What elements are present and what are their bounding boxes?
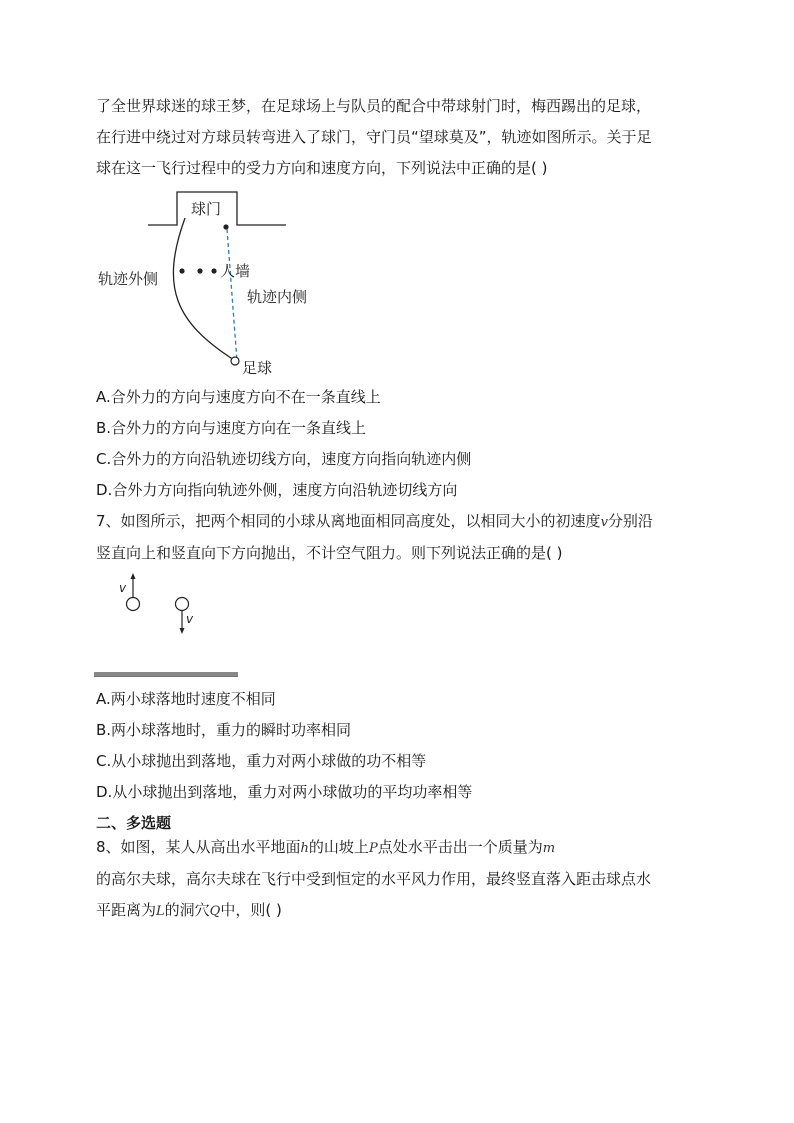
q8-text: 8、如图，某人从高出水平地面 (96, 838, 301, 856)
q7-option-a: A.两小球落地时速度不相同 (96, 690, 276, 708)
wall-dot (179, 268, 184, 273)
q6-stem-line-3: 球在这一飞行过程中的受力方向和速度方向，下列说法中正确的是( ) (96, 159, 548, 177)
q6-option-d: D.合外力方向指向轨迹外侧，速度方向沿轨迹切线方向 (96, 481, 458, 499)
q8-text: 的山坡上 (308, 838, 369, 856)
q8-line-1 (96, 836, 555, 860)
ball-trajectory-curve (173, 218, 234, 360)
q8-text: 中，则( ) (220, 901, 282, 919)
q8-Q-symbol: Q (209, 904, 221, 919)
v-down-label: v (186, 612, 194, 626)
goal-label: 球门 (191, 200, 222, 218)
q8-line-3 (96, 899, 282, 923)
ball-up-icon (127, 598, 140, 611)
q7-stem-line-2: 竖直向上和竖直向下方向抛出，不计空气阻力。则下列说法正确的是( ) (96, 544, 563, 562)
q6-option-b: B.合外力的方向与速度方向在一条直线上 (96, 419, 367, 437)
outer-side-label: 轨迹外侧 (98, 270, 159, 288)
q7-stem-part-a: 7、如图所示，把两个相同的小球从离地面相同高度处，以相同大小的初速度 (96, 512, 601, 530)
q7-velocity-symbol: v (600, 515, 608, 530)
ball-down-icon (176, 598, 189, 611)
wall-dot (197, 268, 202, 273)
q8-h-symbol: h (300, 841, 309, 856)
q7-stem-part-b: 分别沿 (607, 512, 653, 530)
inner-side-label: 轨迹内侧 (247, 288, 308, 306)
wall-label: 人墙 (220, 262, 251, 280)
q7-balls-figure (90, 568, 250, 683)
q8-line-2: 的高尔夫球，高尔夫球在飞行中受到恒定的水平风力作用，最终竖直落入距击球点水 (96, 870, 652, 888)
q6-option-a: A.合外力的方向与速度方向不在一条直线上 (96, 388, 381, 406)
goal-dot (223, 224, 228, 229)
q6-trajectory-figure (90, 182, 340, 380)
q8-p-symbol: P (368, 841, 378, 856)
q6-stem-line-2: 在行进中绕过对方球员转弯进入了球门，守门员“望球莫及”，轨迹如图所示。关于足 (96, 128, 652, 146)
ground-hatch (94, 672, 238, 676)
q8-m-symbol: m (542, 841, 556, 856)
q8-text: 的洞穴 (164, 901, 210, 919)
ball-label: 足球 (242, 359, 273, 377)
v-up-label: v (119, 581, 127, 595)
q8-L-symbol: L (156, 904, 165, 919)
q6-option-c: C.合外力的方向沿轨迹切线方向，速度方向指向轨迹内侧 (96, 450, 472, 468)
q7-option-d: D.从小球抛出到落地，重力对两小球做功的平均功率相等 (96, 783, 473, 801)
straight-dashed-line (227, 229, 237, 361)
q7-stem-line-1 (96, 510, 653, 534)
q6-stem-line-1: 了全世界球迷的球王梦，在足球场上与队员的配合中带球射门时，梅西踢出的足球， (96, 97, 652, 115)
wall-dot (211, 268, 216, 273)
section-title: 二、多选题 (96, 814, 172, 832)
ball-icon (231, 357, 239, 365)
q8-text: 点处水平击出一个质量为 (377, 838, 543, 856)
q7-option-b: B.两小球落地时，重力的瞬时功率相同 (96, 721, 352, 739)
q8-text: 平距离为 (96, 901, 157, 919)
q7-option-c: C.从小球抛出到落地，重力对两小球做的功不相等 (96, 752, 427, 770)
